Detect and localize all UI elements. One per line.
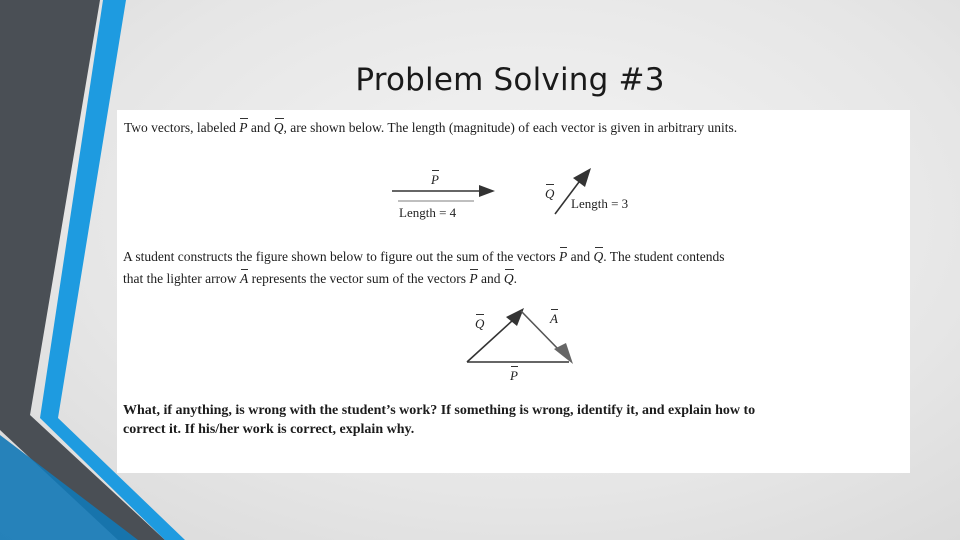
vector-q-symbol: Q bbox=[545, 186, 555, 201]
student2-vector-q: Q bbox=[503, 271, 514, 286]
vector-p-length-label: Length = 4 bbox=[399, 205, 457, 220]
intro-vector-q: Q bbox=[273, 120, 284, 135]
question-line-2: correct it. If his/her work is correct, explain why. bbox=[123, 422, 415, 437]
question-line-1: What, if anything, is wrong with the student’s work? If something is wrong, identify it, and explain how to bbox=[123, 403, 756, 418]
student2-text-c: and bbox=[477, 271, 504, 286]
intro-text-c: , are shown below. The length (magnitude) of each vector is given in arbitrary units. bbox=[283, 120, 738, 135]
triangle-label-a: A bbox=[550, 311, 558, 326]
student1-text-a: A student constructs the figure shown below to figure out the sum of the vectors bbox=[123, 249, 560, 264]
student2-vector-a: A bbox=[239, 271, 249, 286]
student2-vector-p: P bbox=[469, 271, 478, 286]
student1-vector-q: Q bbox=[593, 249, 604, 264]
triangle-label-q: Q bbox=[475, 316, 485, 331]
vector-q-length-label: Length = 3 bbox=[571, 196, 629, 211]
slide-title: Problem Solving #3 bbox=[355, 62, 665, 98]
student-text-line-1 bbox=[123, 249, 725, 265]
student1-text-b: and bbox=[567, 249, 594, 264]
vector-p-arrowhead bbox=[479, 185, 495, 197]
intro-text-b: and bbox=[247, 120, 274, 135]
triangle-vector-q bbox=[467, 320, 513, 362]
triangle-label-p: P bbox=[510, 368, 518, 383]
intro-text-a: Two vectors, labeled bbox=[124, 120, 240, 135]
vector-p-symbol: P bbox=[431, 172, 439, 187]
intro-vector-p: P bbox=[239, 120, 248, 135]
student2-text-a: that the lighter arrow bbox=[123, 271, 240, 286]
vector-q-arrowhead bbox=[573, 168, 591, 187]
student2-text-b: represents the vector sum of the vectors bbox=[248, 271, 470, 286]
student1-vector-p: P bbox=[559, 249, 568, 264]
triangle-vector-a-arrowhead bbox=[554, 343, 573, 364]
student1-text-c: . The student contends bbox=[603, 249, 725, 264]
student2-text-d: . bbox=[513, 271, 518, 286]
student-text-line-2 bbox=[123, 271, 517, 287]
problem-image-panel bbox=[117, 110, 910, 473]
